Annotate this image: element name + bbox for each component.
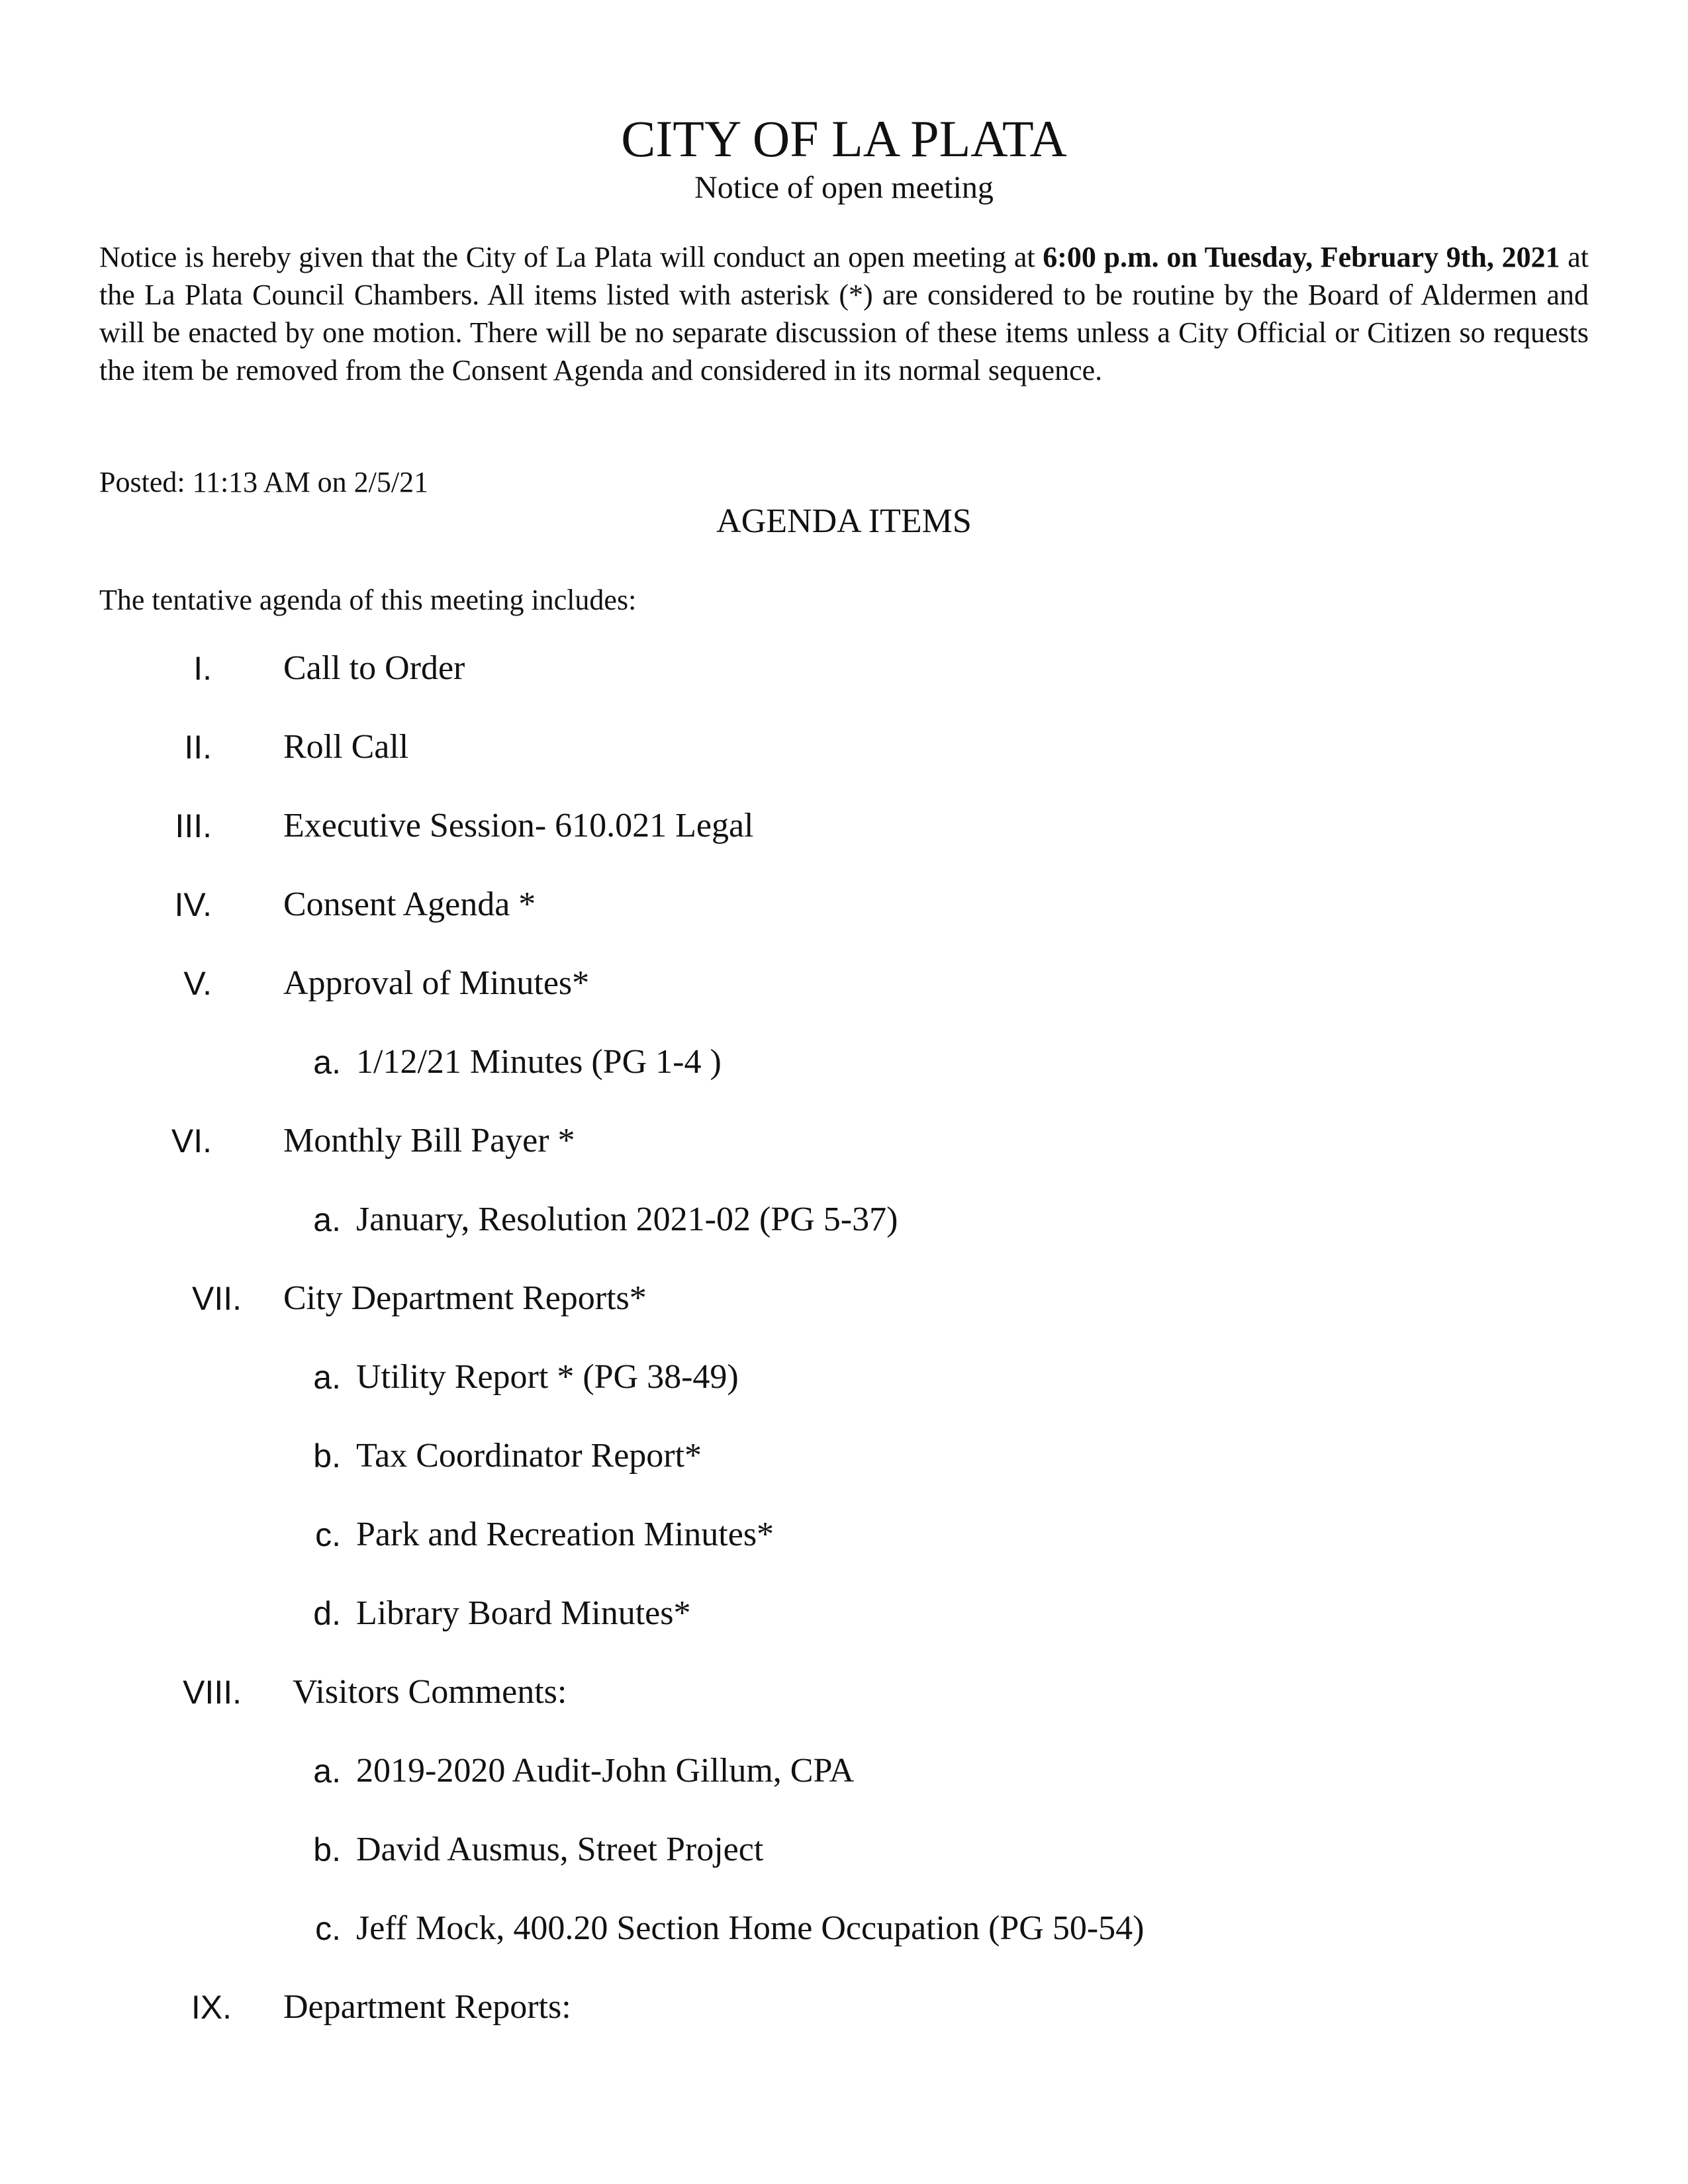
agenda-item-text: Department Reports: bbox=[283, 1988, 571, 2026]
agenda-subitem-letter: a. bbox=[313, 1752, 341, 1790]
agenda-item-text: Executive Session- 610.021 Legal bbox=[283, 807, 754, 844]
notice-text-start: Notice is hereby given that the City of La Plata will conduct an open meeting at bbox=[99, 241, 1043, 273]
notice-meeting-time: 6:00 p.m. on Tuesday, February 9th, 2021 bbox=[1043, 241, 1560, 273]
agenda-item-number: VIII. bbox=[183, 1674, 242, 1711]
agenda-subitem-letter: d. bbox=[313, 1595, 341, 1632]
agenda-item-number: VII. bbox=[191, 1280, 242, 1317]
agenda-subitem-text: David Ausmus, Street Project bbox=[356, 1831, 764, 1868]
agenda-item-text: Consent Agenda * bbox=[283, 886, 536, 923]
agenda-subitem-letter: c. bbox=[315, 1516, 341, 1553]
agenda-subitem-text: Utility Report * (PG 38-49) bbox=[356, 1358, 739, 1396]
notice-paragraph bbox=[99, 238, 1589, 389]
agenda-item-number: IV. bbox=[174, 886, 212, 923]
agenda-item-number: VI. bbox=[171, 1122, 212, 1160]
page-subtitle: Notice of open meeting bbox=[694, 170, 994, 205]
page-title: CITY OF LA PLATA bbox=[621, 110, 1067, 167]
agenda-item-text: Roll Call bbox=[283, 728, 409, 766]
agenda-item-text: Monthly Bill Payer * bbox=[283, 1122, 575, 1160]
agenda-subitem-text: Park and Recreation Minutes* bbox=[356, 1516, 774, 1553]
agenda-item-text: City Department Reports* bbox=[283, 1279, 647, 1317]
agenda-item-text: Call to Order bbox=[283, 649, 465, 687]
agenda-subitem-text: Tax Coordinator Report* bbox=[356, 1437, 702, 1475]
agenda-subitem-text: 2019-2020 Audit-John Gillum, CPA bbox=[356, 1752, 855, 1790]
agenda-item-text: Approval of Minutes* bbox=[283, 964, 590, 1002]
agenda-subitem-letter: a. bbox=[313, 1201, 341, 1238]
posted-timestamp: Posted: 11:13 AM on 2/5/21 bbox=[99, 466, 429, 498]
agenda-item-text: Visitors Comments: bbox=[293, 1673, 567, 1711]
agenda-subitem-text: Jeff Mock, 400.20 Section Home Occupation (PG 50-54) bbox=[356, 1909, 1145, 1947]
agenda-subitem-letter: b. bbox=[313, 1831, 341, 1868]
notice-text-rest: at the La Plata Council Chambers. All items listed with asterisk (*) are considered to be routine by the Board of Aldermen and will be enacted by one motion. There will be no separate discussion of these items unless a City Official or Citizen so requests the item be removed from the Consent Agenda and considered in its normal sequence. bbox=[99, 241, 1589, 387]
agenda-item-number: III. bbox=[175, 807, 212, 844]
agenda-item-number: I. bbox=[193, 650, 212, 687]
agenda-subitem-text: 1/12/21 Minutes (PG 1-4 ) bbox=[356, 1043, 722, 1081]
agenda-subitem-letter: a. bbox=[313, 1044, 341, 1081]
agenda-subitem-letter: b. bbox=[313, 1437, 341, 1475]
agenda-subitem-text: January, Resolution 2021-02 (PG 5-37) bbox=[356, 1201, 898, 1238]
agenda-item-number: V. bbox=[183, 965, 212, 1002]
agenda-intro: The tentative agenda of this meeting includes: bbox=[99, 584, 637, 616]
agenda-subitem-letter: a. bbox=[313, 1359, 341, 1396]
agenda-subitem-letter: c. bbox=[315, 1910, 341, 1947]
agenda-subitem-text: Library Board Minutes* bbox=[356, 1594, 691, 1632]
agenda-heading: AGENDA ITEMS bbox=[716, 502, 972, 540]
agenda-item-number: IX. bbox=[191, 1989, 232, 2026]
agenda-item-number: II. bbox=[184, 729, 212, 766]
